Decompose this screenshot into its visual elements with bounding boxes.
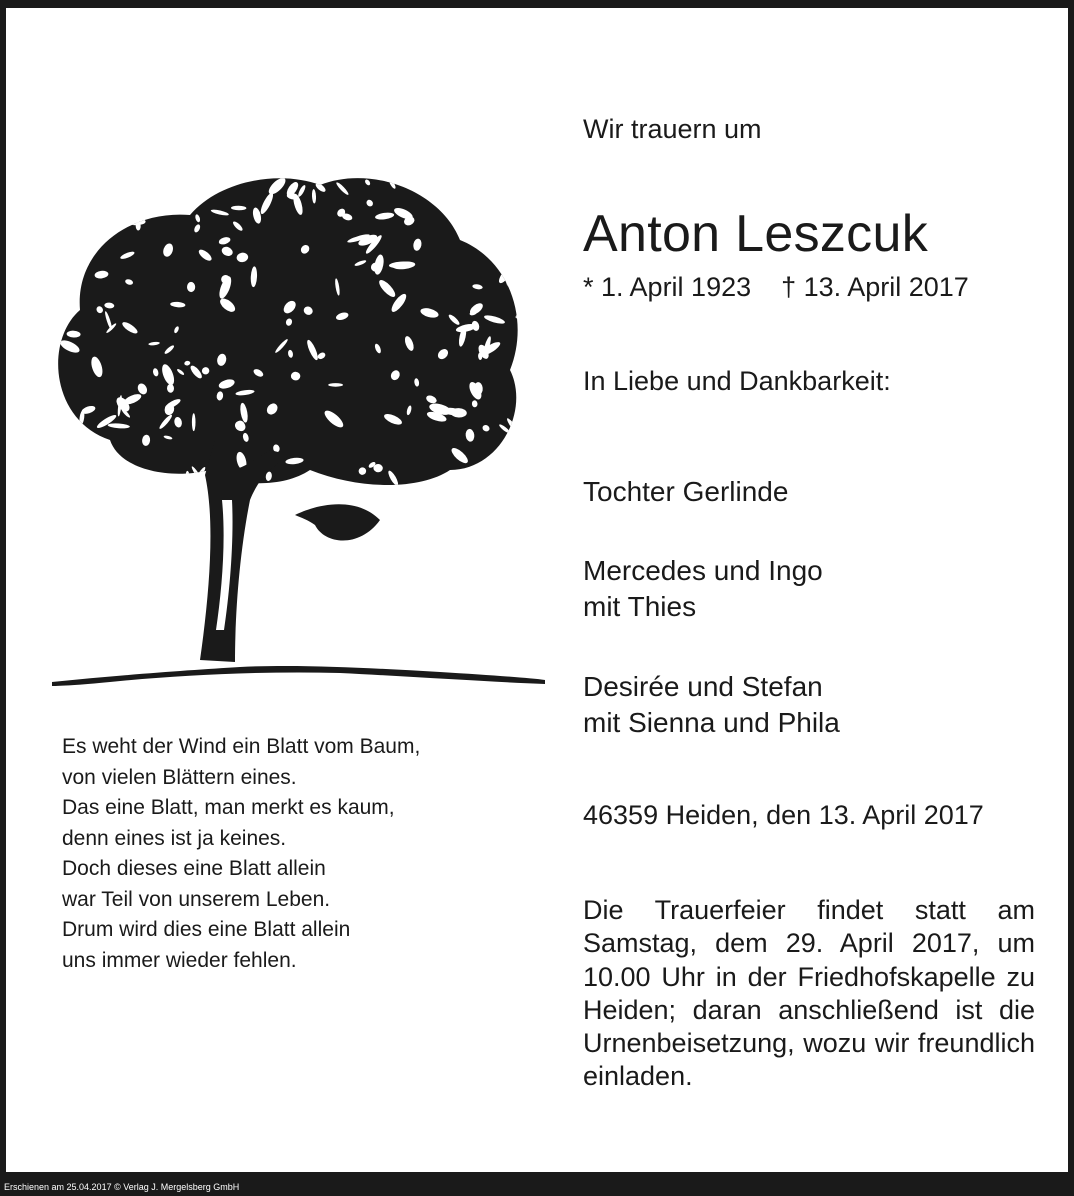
poem-line: Doch dieses eine Blatt allein — [62, 857, 326, 880]
foliage-gap — [488, 227, 497, 238]
foliage-gap — [328, 383, 343, 387]
publisher-credit: Erschienen am 25.04.2017 © Verlag J. Mergelsberg GmbH — [4, 1182, 240, 1192]
foliage-gap — [116, 174, 121, 194]
foliage-gap — [54, 286, 72, 296]
foliage-gap — [497, 225, 508, 230]
tree-crown — [54, 172, 537, 492]
foliage-gap — [125, 217, 146, 225]
ground-line — [52, 666, 545, 686]
foliage-gap — [520, 379, 532, 390]
foliage-gap — [480, 211, 500, 222]
foliage-gap — [65, 180, 85, 199]
poem-line: Es weht der Wind ein Blatt vom Baum, — [62, 735, 421, 758]
foliage-gap — [517, 257, 528, 268]
poem — [62, 732, 420, 976]
foliage-gap — [89, 245, 98, 252]
foliage-gap — [192, 413, 196, 431]
foliage-gap — [100, 216, 109, 226]
birth-date: * 1. April 1923 — [583, 272, 752, 302]
foliage-gap — [507, 175, 521, 189]
poem-line: denn eines ist ja keines. — [62, 826, 287, 850]
poem-line: uns immer wieder fehlen. — [62, 948, 297, 972]
foliage-gap — [516, 178, 524, 186]
foliage-gap — [505, 208, 520, 218]
family-line: mit Sienna und Phila — [583, 707, 840, 738]
family-line: Desirée und Stefan — [583, 671, 823, 702]
deceased-name: Anton Leszcuk — [583, 205, 928, 263]
foliage-gap — [468, 227, 474, 236]
family-line: mit Thies — [583, 591, 697, 622]
foliage-gap — [526, 181, 532, 188]
intro-text: Wir trauern um — [583, 114, 762, 144]
thanks-line: In Liebe und Dankbarkeit: — [583, 366, 891, 396]
foliage-gap — [486, 181, 509, 200]
page-border-left — [0, 0, 6, 1196]
foliage-gap — [133, 201, 139, 218]
poem-line: Das eine Blatt, man merkt es kaum, — [62, 796, 395, 819]
foliage-gap — [133, 172, 141, 190]
foliage-gap — [296, 483, 303, 490]
foliage-gap — [96, 187, 109, 202]
place-date: 46359 Heiden, den 13. April 2017 — [583, 800, 984, 830]
life-dates — [583, 272, 1038, 303]
foliage-gap — [497, 203, 510, 212]
family-line: Mercedes und Ingo — [583, 555, 823, 586]
footer-bar — [0, 1172, 1074, 1196]
foliage-gap — [112, 207, 134, 226]
foliage-gap — [130, 187, 155, 205]
tree-illustration — [40, 170, 550, 700]
foliage-gap — [93, 216, 109, 232]
foliage-gap — [507, 456, 523, 479]
foliage-gap — [103, 179, 115, 191]
poem-line: Drum wird dies eine Blatt allein — [62, 918, 351, 941]
family-line: Tochter Gerlinde — [583, 476, 789, 507]
poem-line: von vielen Blättern eines. — [62, 765, 297, 789]
foliage-gap — [124, 476, 133, 486]
family-group — [583, 474, 1038, 510]
family-group — [583, 669, 1038, 741]
foliage-gap — [94, 198, 104, 204]
death-date: † 13. April 2017 — [781, 272, 969, 302]
falling-leaf-icon — [295, 504, 380, 540]
poem-line: war Teil von unserem Leben. — [62, 887, 331, 911]
foliage-gap — [55, 273, 67, 282]
foliage-gap — [521, 310, 530, 332]
page-border-top — [0, 0, 1074, 8]
family-group — [583, 553, 1038, 625]
foliage-gap — [514, 370, 525, 376]
foliage-gap — [186, 172, 200, 188]
funeral-service-notice: Die Trauerfeier findet statt am Samstag, dem 29. April 2017, um 10.00 Uhr in der Friedhofskapelle zu Heiden; daran anschließend ist die Urnenbeisetzung, wozu wir freundlich einladen. — [583, 895, 1035, 1092]
foliage-gap — [60, 214, 73, 227]
foliage-gap — [426, 483, 434, 492]
page-border-right — [1068, 0, 1074, 1196]
foliage-gap — [514, 304, 538, 321]
